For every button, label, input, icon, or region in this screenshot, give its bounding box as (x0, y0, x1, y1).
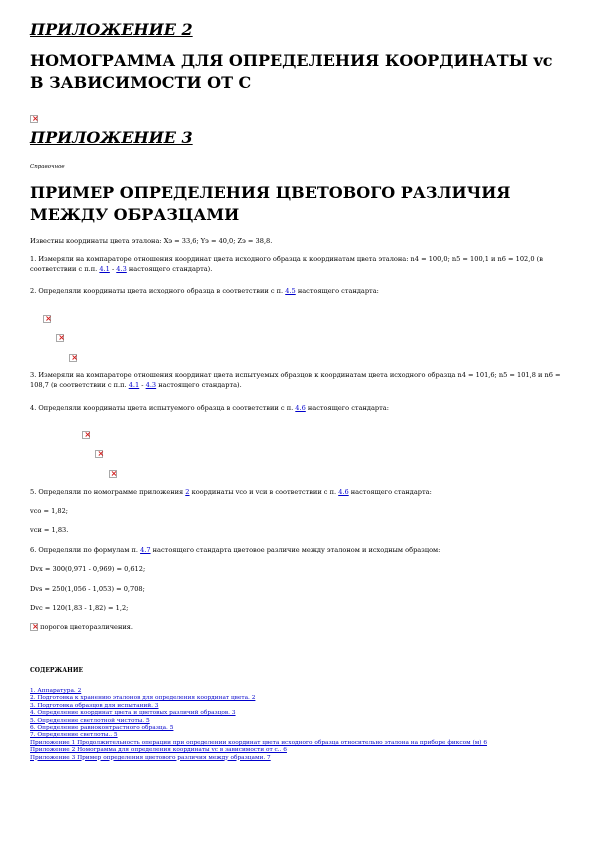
paragraph-step-2 (30, 286, 570, 296)
toc-item[interactable]: 7. Определение светлоты.. 5 (30, 732, 118, 739)
toc-item[interactable]: Приложение 3 Пример определения цветового различия между образцами. 7 (30, 754, 271, 761)
step-3-text: 3. Измеряли на компараторе отношения координат цвета испытуемых образцов к координатам цвета исходного образца n4 = 101,6; n5 = 101,8 и n6 = 108,7 (в соответствии с п.п. (30, 371, 561, 389)
step-1-tail: настоящего стандарта). (126, 265, 213, 273)
link-4-1[interactable]: 4.1 (128, 381, 140, 389)
paragraph-step-3 (30, 370, 570, 390)
link-appendix-2[interactable]: 2 (185, 488, 190, 496)
step-4-text: 4. Определяли координаты цвета испытуемого образца в соответствии с п. (30, 404, 296, 412)
broken-image-icon (30, 623, 38, 631)
step-3-tail: настоящего стандарта). (156, 381, 242, 389)
paragraph-step-5 (30, 487, 570, 497)
formula-dvx: Dvx = 300(0,971 - 0,969) = 0,612; (30, 565, 146, 573)
toc-item[interactable]: 3. Подготовка образцов для испытаний. 3 (30, 702, 159, 709)
value-vci: vcи = 1,83. (30, 526, 69, 534)
appendix-2-heading: НОМОГРАММА ДЛЯ ОПРЕДЕЛЕНИЯ КООРДИНАТЫ vc В ЗАВИСИМОСТИ ОТ C (30, 51, 553, 92)
value-vco: vco = 1,82; (30, 507, 69, 515)
paragraph-known-coordinates: Известны координаты цвета эталона: Xэ = 33,6; Yэ = 40,0; Zэ = 38,8. (30, 237, 273, 245)
link-4-7[interactable]: 4.7 (140, 546, 151, 554)
appendix-3-title: ПРИЛОЖЕНИЕ 3 (30, 128, 193, 147)
appendix-3-heading: ПРИМЕР ОПРЕДЕЛЕНИЯ ЦВЕТОВОГО РАЗЛИЧИЯ МЕЖДУ ОБРАЗЦАМИ (30, 183, 511, 224)
formula-dvc: Dvc = 120(1,83 - 1,82) = 1,2; (30, 604, 129, 612)
toc-item[interactable]: 4. Определение координат цвета и цветовых различий образцов. 3 (30, 710, 236, 717)
toc-item[interactable]: 6. Определение равноконтрастного образца. 5 (30, 725, 174, 732)
toc-item[interactable]: 5. Определение светлотной чистоты. 5 (30, 717, 150, 724)
broken-image-icon (43, 315, 51, 323)
step-5-mid: координаты vcо и vcи в соответствии с п. (189, 488, 339, 496)
broken-image-icon (56, 334, 64, 342)
broken-image-icon (82, 431, 90, 439)
toc-item[interactable]: Приложение 1 Продолжительность операции при определении координат цвета исходного образца относительно эталона на приборе фиксом (м) 6 (30, 739, 488, 746)
step-1-text: 1. Измеряли на компараторе отношения координат цвета исходного образца к координатам цвета эталона: n4 = 100,0; n5 = 100,1 и n6 = 102,0 (в соответствии с п.п. (30, 255, 543, 273)
formula-dvs: Dvs = 250(1,056 - 1,053) = 0,708; (30, 585, 145, 593)
threshold-text: порогов цветоразличения. (38, 623, 133, 631)
paragraph-step-1 (30, 254, 570, 274)
step-6-tail: настоящего стандарта цветовое различие между эталоном и исходным образцом: (150, 546, 441, 554)
appendix-2-title: ПРИЛОЖЕНИЕ 2 (30, 20, 193, 39)
step-1-dash: - (109, 265, 117, 273)
link-4-6[interactable]: 4.6 (295, 404, 306, 412)
broken-image-icon (30, 115, 38, 123)
broken-image-icon (69, 354, 77, 362)
link-4-3[interactable]: 4.3 (145, 381, 157, 389)
step-2-tail: настоящего стандарта: (295, 287, 379, 295)
broken-image-icon (109, 470, 117, 478)
toc-item[interactable]: 2. Подготовка к хранению эталонов для определения координат цвета. 2 (30, 695, 256, 702)
step-3-dash: - (139, 381, 146, 389)
appendix-3-note: Справочное (30, 164, 65, 170)
step-2-text: 2. Определяли координаты цвета исходного образца в соответствии с п. (30, 287, 286, 295)
step-5-tail: настоящего стандарта: (348, 488, 432, 496)
link-4-6[interactable]: 4.6 (338, 488, 349, 496)
broken-image-icon (95, 450, 103, 458)
paragraph-step-6 (30, 545, 570, 555)
paragraph-step-4 (30, 403, 570, 413)
step-6-text: 6. Определяли по формулам п. (30, 546, 141, 554)
step-5-text: 5. Определяли по номограмме приложения (30, 488, 186, 496)
link-4-1[interactable]: 4.1 (99, 265, 110, 273)
link-4-5[interactable]: 4.5 (285, 287, 296, 295)
table-of-contents (30, 688, 487, 762)
step-4-tail: настоящего стандарта: (305, 404, 389, 412)
toc-title: СОДЕРЖАНИЕ (30, 667, 84, 674)
toc-item[interactable]: 1. Аппаратура. 2 (30, 688, 82, 694)
toc-item[interactable]: Приложение 2 Номограмма для определения координаты vc в зависимости от с.. 6 (30, 747, 287, 754)
link-4-3[interactable]: 4.3 (116, 265, 127, 273)
paragraph-threshold (30, 622, 570, 632)
